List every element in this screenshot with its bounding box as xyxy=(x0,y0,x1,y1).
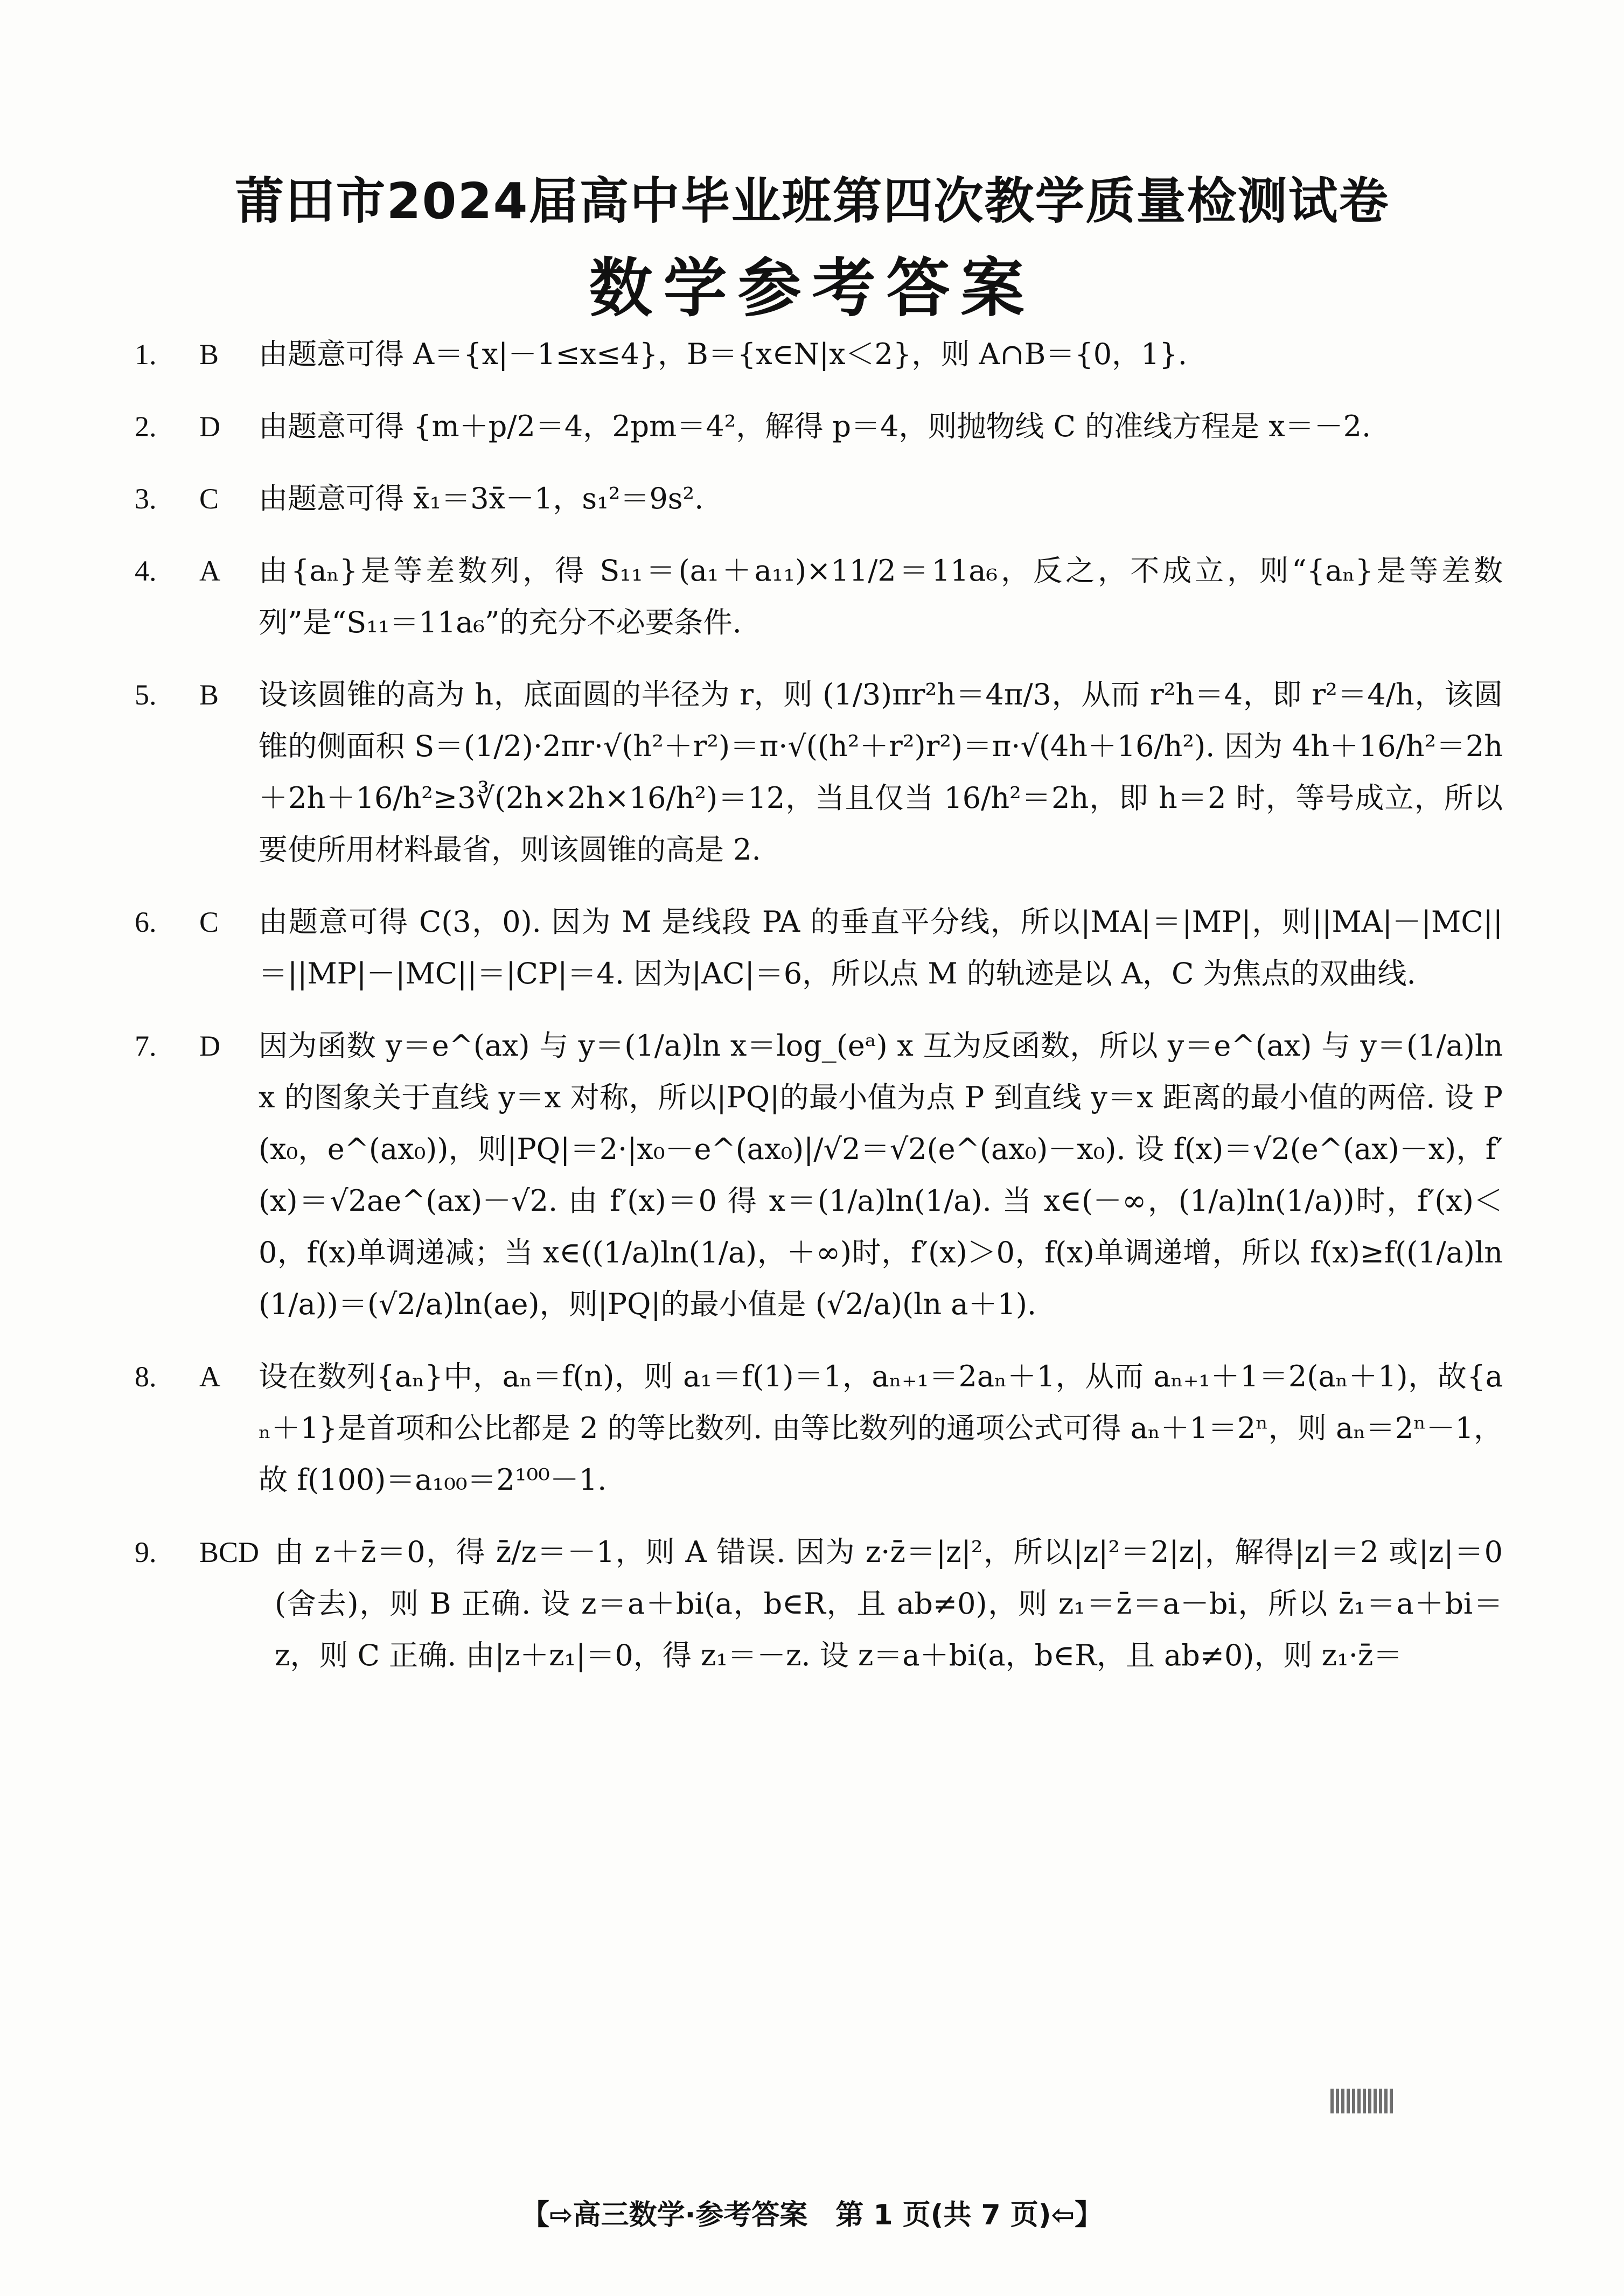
question-number: 7. xyxy=(135,1030,157,1062)
answer-choice: D xyxy=(199,410,220,443)
question-number: 1. xyxy=(135,338,157,371)
answer-item-6 xyxy=(135,896,1503,1000)
qr-code-icon xyxy=(1330,2089,1395,2113)
document-subtitle: 数学参考答案 xyxy=(589,251,1035,325)
answer-explanation: 由 z＋z̄＝0，得 z̄/z＝－1，则 A 错误. 因为 z·z̄＝|z|²，所以|z|²＝2|z|，解得|z|＝2 或|z|＝0(舍去)，则 B 正确. 设 z＝a＋bi(a，b∈R，且 ab≠0)，则 z₁＝z̄＝a－bi，所以 z̄₁＝a＋bi＝z，则 C 正确. 由|z＋z₁|＝0，得 z₁＝－z. 设 z＝a＋bi(a，b∈R，且 ab≠0)，则 z₁·z̄＝ xyxy=(275,1535,1503,1672)
answer-item-1 xyxy=(135,329,1503,380)
answer-list xyxy=(135,329,1503,1702)
answer-explanation: 由题意可得 C(3，0). 因为 M 是线段 PA 的垂直平分线，所以|MA|＝|MP|，则||MA|－|MC||＝||MP|－|MC||＝|CP|＝4. 因为|AC|＝6，所以点 M 的轨迹是以 A，C 为焦点的双曲线. xyxy=(259,905,1503,990)
answer-choice: B xyxy=(199,338,219,371)
answer-choice: C xyxy=(199,906,219,938)
answer-item-8 xyxy=(135,1351,1503,1506)
question-number: 5. xyxy=(135,679,157,711)
answer-explanation: 设该圆锥的高为 h，底面圆的半径为 r，则 (1/3)πr²h＝4π/3，从而 r²h＝4，即 r²＝4/h，该圆锥的侧面积 S＝(1/2)·2πr·√(h²＋r²)＝π·√((h²＋r²)r²)＝π·√(4h＋16/h²). 因为 4h＋16/h²＝2h＋2h＋16/h²≥3∛(2h×2h×16/h²)＝12，当且仅当 16/h²＝2h，即 h＝2 时，等号成立，所以要使所用材料最省，则该圆锥的高是 2. xyxy=(259,678,1503,867)
answer-choice: A xyxy=(199,1360,220,1393)
answer-item-9 xyxy=(135,1526,1503,1681)
answer-choice: A xyxy=(199,555,220,587)
question-number: 9. xyxy=(135,1536,157,1568)
answer-choice: D xyxy=(199,1030,220,1062)
answer-explanation: 由题意可得 {m＋p/2＝4，2pm＝4²，解得 p＝4，则抛物线 C 的准线方程是 x＝－2. xyxy=(259,409,1371,443)
document-title: 莆田市2024届高中毕业班第四次教学质量检测试卷 xyxy=(234,172,1390,230)
question-number: 2. xyxy=(135,410,157,443)
answer-explanation: 由{aₙ}是等差数列，得 S₁₁＝(a₁＋a₁₁)×11/2＝11a₆，反之，不成立，则“{aₙ}是等差数列”是“S₁₁＝11a₆”的充分不必要条件. xyxy=(259,554,1503,639)
answer-item-5 xyxy=(135,669,1503,876)
question-number: 6. xyxy=(135,906,157,938)
answer-choice: BCD xyxy=(199,1536,260,1568)
question-number: 3. xyxy=(135,483,157,515)
question-number: 4. xyxy=(135,555,157,587)
answer-item-7 xyxy=(135,1020,1503,1330)
answer-explanation: 由题意可得 A＝{x|－1≤x≤4}，B＝{x∈N|x＜2}，则 A∩B＝{0，1}. xyxy=(259,337,1187,371)
page-footer: 【⇨高三数学·参考答案 第 1 页(共 7 页)⇦】 xyxy=(521,2199,1103,2231)
answer-choice: C xyxy=(199,483,219,515)
question-number: 8. xyxy=(135,1360,157,1393)
answer-explanation: 因为函数 y＝e^(ax) 与 y＝(1/a)ln x＝log_(eᵃ) x 互为反函数，所以 y＝e^(ax) 与 y＝(1/a)ln x 的图象关于直线 y＝x 对称，所以|PQ|的最小值为点 P 到直线 y＝x 距离的最小值的两倍. 设 P(x₀，e^(ax₀))，则|PQ|＝2·|x₀－e^(ax₀)|/√2＝√2(e^(ax₀)－x₀). 设 f(x)＝√2(e^(ax)－x)，f′(x)＝√2ae^(ax)－√2. 由 f′(x)＝0 得 x＝(1/a)ln(1/a). 当 x∈(－∞，(1/a)ln(1/a))时，f′(x)＜0，f(x)单调递减；当 x∈((1/a)ln(1/a)，＋∞)时，f′(x)＞0，f(x)单调递增，所以 f(x)≥f((1/a)ln(1/a))＝(√2/a)ln(ae)，则|PQ|的最小值是 (√2/a)(ln a＋1). xyxy=(259,1029,1503,1321)
answer-item-3 xyxy=(135,473,1503,525)
answer-choice: B xyxy=(199,679,219,711)
answer-item-2 xyxy=(135,401,1503,452)
answer-explanation: 由题意可得 x̄₁＝3x̄－1，s₁²＝9s². xyxy=(259,481,704,515)
answer-item-4 xyxy=(135,545,1503,648)
answer-explanation: 设在数列{aₙ}中，aₙ＝f(n)，则 a₁＝f(1)＝1，aₙ₊₁＝2aₙ＋1，从而 aₙ₊₁＋1＝2(aₙ＋1)，故{aₙ＋1}是首项和公比都是 2 的等比数列. 由等比数列的通项公式可得 aₙ＋1＝2ⁿ，则 aₙ＝2ⁿ－1，故 f(100)＝a₁₀₀＝2¹⁰⁰－1. xyxy=(259,1359,1503,1497)
